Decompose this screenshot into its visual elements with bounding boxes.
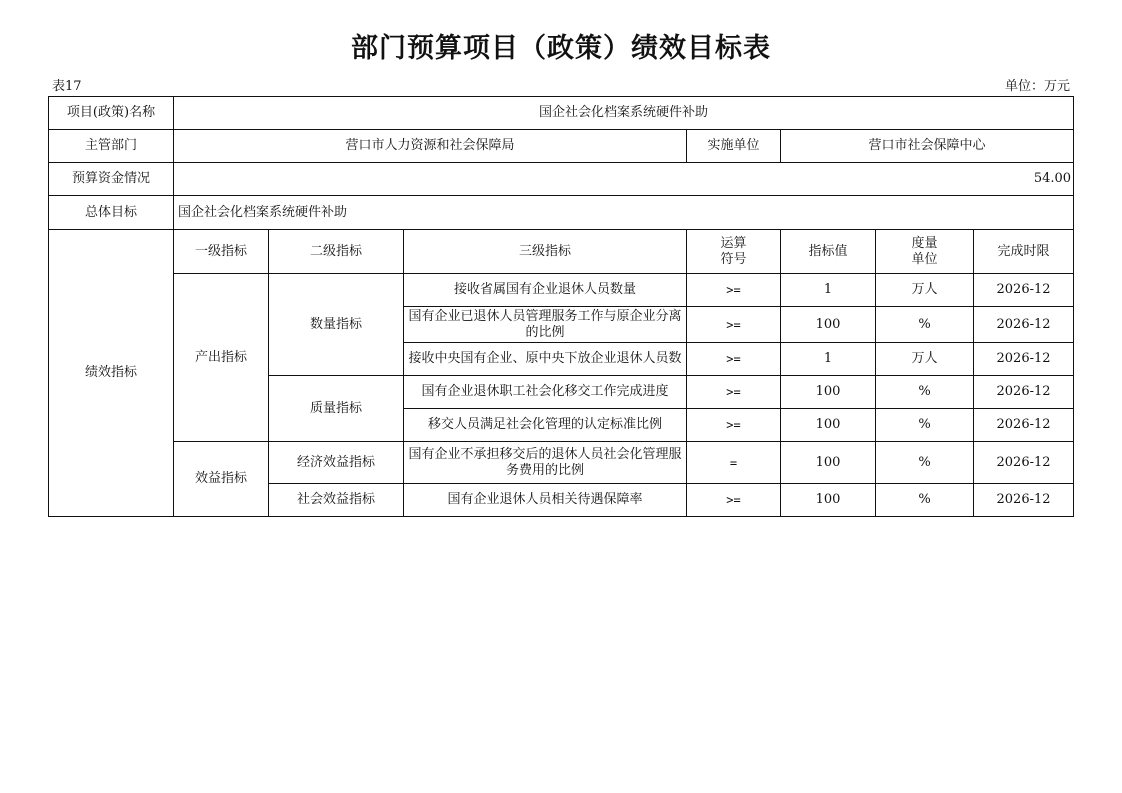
budget-row — [49, 163, 1074, 196]
overall-goal-value: 国企社会化档案系统硬件补助 — [174, 196, 1074, 230]
supervisor-label: 主管部门 — [49, 130, 174, 163]
overall-goal-label: 总体目标 — [49, 196, 174, 230]
overall-goal-row — [49, 196, 1074, 230]
header-unit-line1: 度量 — [911, 235, 938, 251]
unit-cell: % — [876, 307, 974, 343]
project-name-value: 国企社会化档案系统硬件补助 — [174, 97, 1074, 130]
supervisor-value: 营口市人力资源和社会保障局 — [174, 130, 687, 163]
indicator-cell: 国有企业退休职工社会化移交工作完成进度 — [404, 376, 687, 409]
header-unit — [876, 230, 974, 274]
header-operator — [687, 230, 781, 274]
unit-cell: % — [876, 409, 974, 442]
group-quality: 质量指标 — [269, 376, 404, 442]
performance-label: 绩效指标 — [49, 230, 174, 517]
project-name-row — [49, 97, 1074, 130]
header-level3: 三级指标 — [404, 230, 687, 274]
value-cell: 100 — [781, 409, 876, 442]
header-operator-line2: 符号 — [720, 251, 747, 267]
deadline-cell: 2026-12 — [974, 274, 1074, 307]
performance-table — [48, 96, 1074, 517]
value-cell: 100 — [781, 376, 876, 409]
value-cell: 100 — [781, 307, 876, 343]
deadline-cell: 2026-12 — [974, 442, 1074, 484]
executor-label: 实施单位 — [687, 130, 781, 163]
value-cell: 100 — [781, 442, 876, 484]
group-benefit: 效益指标 — [174, 442, 269, 517]
value-cell: 1 — [781, 343, 876, 376]
header-target: 指标值 — [781, 230, 876, 274]
header-row — [49, 230, 1074, 274]
page-title: 部门预算项目（政策）绩效目标表 — [351, 33, 771, 64]
table-row — [49, 274, 1074, 307]
deadline-cell: 2026-12 — [974, 376, 1074, 409]
header-level1: 一级指标 — [174, 230, 269, 274]
unit-cell: % — [876, 484, 974, 517]
header-operator-line1: 运算 — [720, 235, 747, 251]
budget-value: 54.00 — [174, 163, 1074, 196]
indicator-cell: 移交人员满足社会化管理的认定标准比例 — [404, 409, 687, 442]
operator-cell: = — [687, 442, 781, 484]
indicator-cell: 国有企业不承担移交后的退休人员社会化管理服务费用的比例 — [404, 442, 687, 484]
unit-cell: 万人 — [876, 274, 974, 307]
indicator-cell: 国有企业退休人员相关待遇保障率 — [404, 484, 687, 517]
deadline-cell: 2026-12 — [974, 307, 1074, 343]
department-row — [49, 130, 1074, 163]
executor-value: 营口市社会保障中心 — [781, 130, 1074, 163]
operator-cell: >= — [687, 484, 781, 517]
group-social: 社会效益指标 — [269, 484, 404, 517]
project-name-label: 项目(政策)名称 — [49, 97, 174, 130]
value-cell: 100 — [781, 484, 876, 517]
header-deadline: 完成时限 — [974, 230, 1074, 274]
group-quantity: 数量指标 — [269, 274, 404, 376]
group-output: 产出指标 — [174, 274, 269, 442]
unit-cell: % — [876, 442, 974, 484]
deadline-cell: 2026-12 — [974, 409, 1074, 442]
indicator-cell: 接收中央国有企业、原中央下放企业退休人员数 — [404, 343, 687, 376]
unit-label: 单位：万元 — [1004, 79, 1070, 94]
deadline-cell: 2026-12 — [974, 484, 1074, 517]
group-economic: 经济效益指标 — [269, 442, 404, 484]
unit-cell: % — [876, 376, 974, 409]
header-unit-line2: 单位 — [911, 251, 938, 267]
operator-cell: >= — [687, 343, 781, 376]
table-row — [49, 442, 1074, 484]
unit-cell: 万人 — [876, 343, 974, 376]
operator-cell: >= — [687, 274, 781, 307]
value-cell: 1 — [781, 274, 876, 307]
header-level2: 二级指标 — [269, 230, 404, 274]
budget-label: 预算资金情况 — [49, 163, 174, 196]
operator-cell: >= — [687, 376, 781, 409]
indicator-cell: 接收省属国有企业退休人员数量 — [404, 274, 687, 307]
table-number: 表17 — [52, 79, 82, 94]
operator-cell: >= — [687, 409, 781, 442]
deadline-cell: 2026-12 — [974, 343, 1074, 376]
operator-cell: >= — [687, 307, 781, 343]
indicator-cell: 国有企业已退休人员管理服务工作与原企业分离的比例 — [404, 307, 687, 343]
